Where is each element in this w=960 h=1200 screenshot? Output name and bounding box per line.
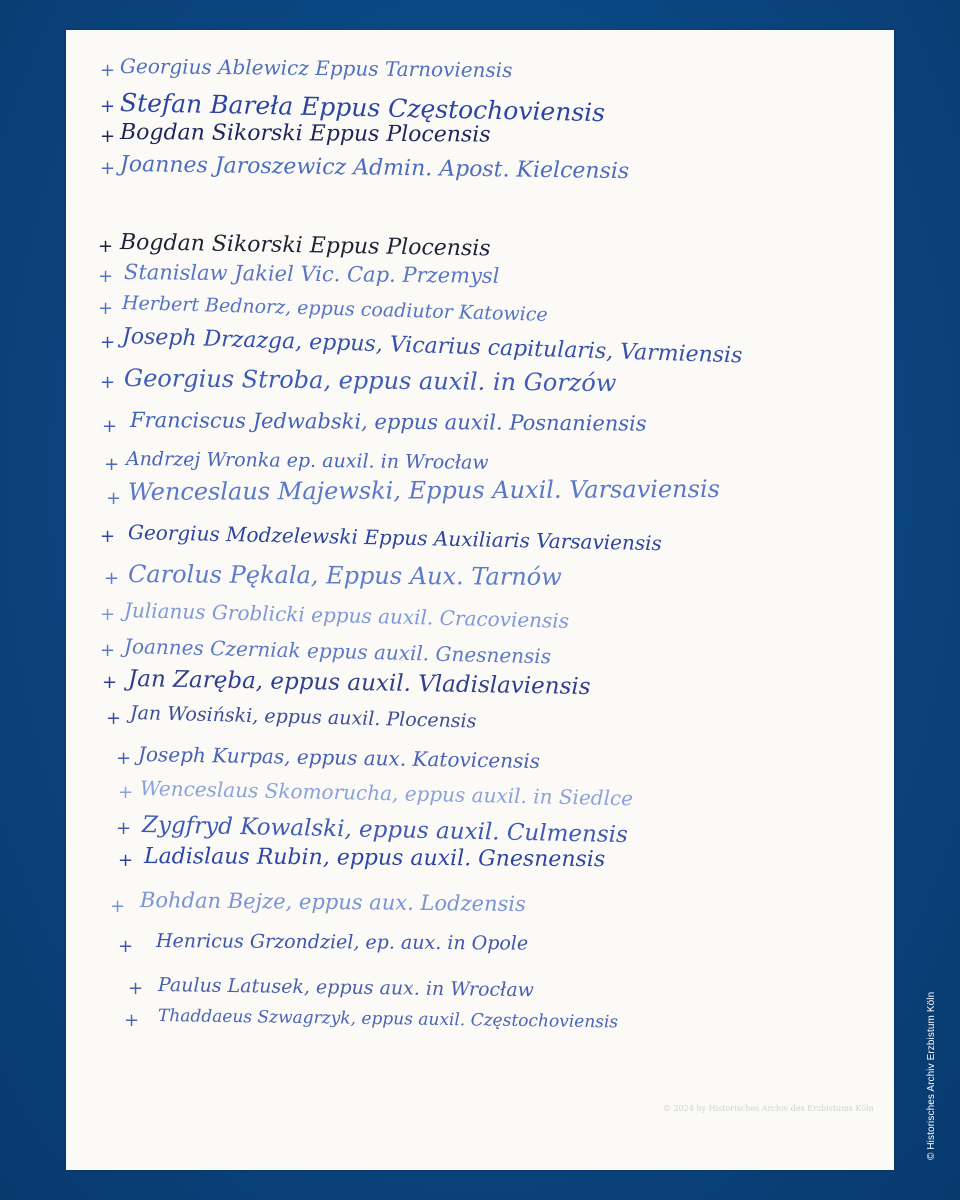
signature-text: Jan Zaręba, eppus auxil. Vladislaviensis <box>127 666 591 701</box>
signature-text: Joseph Kurpas, eppus aux. Katovicensis <box>137 742 541 774</box>
watermark: © 2024 by Historisches Archiv des Erzbistums Köln <box>663 1104 874 1113</box>
signature-row <box>66 600 894 640</box>
cross-mark: + <box>100 158 116 179</box>
signature-text: Carolus Pękala, Eppus Aux. Tarnów <box>127 560 562 592</box>
cross-mark: + <box>100 96 116 117</box>
cross-mark: + <box>118 782 134 803</box>
signature-text: Jan Wosiński, eppus auxil. Plocensis <box>129 702 477 733</box>
signature-text: Joannes Czerniak eppus auxil. Gnesnensis <box>123 634 552 669</box>
signature-text: Herbert Bednorz, eppus coadiutor Katowice <box>121 292 548 326</box>
signature-text: Andrzej Wronka ep. auxil. in Wrocław <box>125 448 489 474</box>
signature-row <box>66 890 894 930</box>
cross-mark: + <box>100 126 116 147</box>
cross-mark: + <box>106 708 122 729</box>
cross-mark: + <box>116 748 132 769</box>
signature-row <box>66 410 894 450</box>
signature-text: Bogdan Sikorski Eppus Plocensis <box>119 230 491 262</box>
signature-text: Georgius Stroba, eppus auxil. in Gorzów <box>123 364 617 398</box>
cross-mark: + <box>102 416 118 437</box>
signature-row <box>66 778 894 818</box>
signature-row <box>66 154 894 194</box>
signature-row <box>66 562 894 602</box>
cross-mark: + <box>100 604 116 625</box>
signature-text: Stanislaw Jakiel Vic. Cap. Przemysl <box>123 260 500 288</box>
signature-text: Stefan Bareła Eppus Częstochoviensis <box>119 88 606 128</box>
signature-text: Henricus Grzondziel, ep. aux. in Opole <box>155 930 529 955</box>
cross-mark: + <box>98 266 114 287</box>
cross-mark: + <box>100 332 116 353</box>
signature-text: Bogdan Sikorski Eppus Plocensis <box>119 120 491 148</box>
signature-row <box>66 704 894 744</box>
cross-mark: + <box>124 1010 140 1031</box>
cross-mark: + <box>118 850 134 871</box>
cross-mark: + <box>100 372 116 393</box>
signature-row <box>66 668 894 708</box>
document-page <box>66 30 894 1170</box>
cross-mark: + <box>100 640 116 661</box>
signature-text: Ladislaus Rubin, eppus auxil. Gnesnensis <box>143 844 606 873</box>
signature-row <box>66 846 894 886</box>
signature-text: Georgius Ablewicz Eppus Tarnoviensis <box>119 54 513 83</box>
cross-mark: + <box>110 896 126 917</box>
signature-text: Paulus Latusek, eppus aux. in Wrocław <box>157 974 535 1002</box>
signature-text: Joseph Drzazga, eppus, Vicarius capitularis, Varmiensis <box>121 324 743 369</box>
cross-mark: + <box>104 454 120 475</box>
cross-mark: + <box>98 298 114 319</box>
signature-row <box>66 366 894 406</box>
signature-text: Julianus Groblicki eppus auxil. Cracoviensis <box>123 598 570 633</box>
cross-mark: + <box>106 488 122 509</box>
signature-text: Wenceslaus Majewski, Eppus Auxil. Varsaviensis <box>127 474 720 506</box>
cross-mark: + <box>102 672 118 693</box>
cross-mark: + <box>100 526 116 547</box>
signature-text: Zygfryd Kowalski, eppus auxil. Culmensis <box>141 812 629 849</box>
cross-mark: + <box>118 936 134 957</box>
signature-row <box>66 474 894 520</box>
side-credit: © Historisches Archiv Erzbistum Köln <box>926 991 937 1160</box>
signature-text: Georgius Modzelewski Eppus Auxiliaris Varsaviensis <box>127 520 663 556</box>
signature-text: Thaddaeus Szwagrzyk, eppus auxil. Częstochoviensis <box>157 1006 619 1033</box>
cross-mark: + <box>98 236 114 257</box>
signature-row <box>66 932 894 972</box>
cross-mark: + <box>116 818 132 839</box>
cross-mark: + <box>128 978 144 999</box>
signature-row <box>66 324 894 369</box>
signature-text: Joannes Jaroszewicz Admin. Apost. Kielcensis <box>119 152 630 185</box>
signature-row <box>66 522 894 562</box>
cross-mark: + <box>100 60 116 81</box>
signature-row <box>66 1008 894 1048</box>
signature-text: Bohdan Bejze, eppus aux. Lodzensis <box>139 888 526 917</box>
signature-text: Franciscus Jedwabski, eppus auxil. Posnaniensis <box>129 408 647 436</box>
cross-mark: + <box>104 568 120 589</box>
signature-text: Wenceslaus Skomorucha, eppus auxil. in Siedlce <box>139 776 634 811</box>
